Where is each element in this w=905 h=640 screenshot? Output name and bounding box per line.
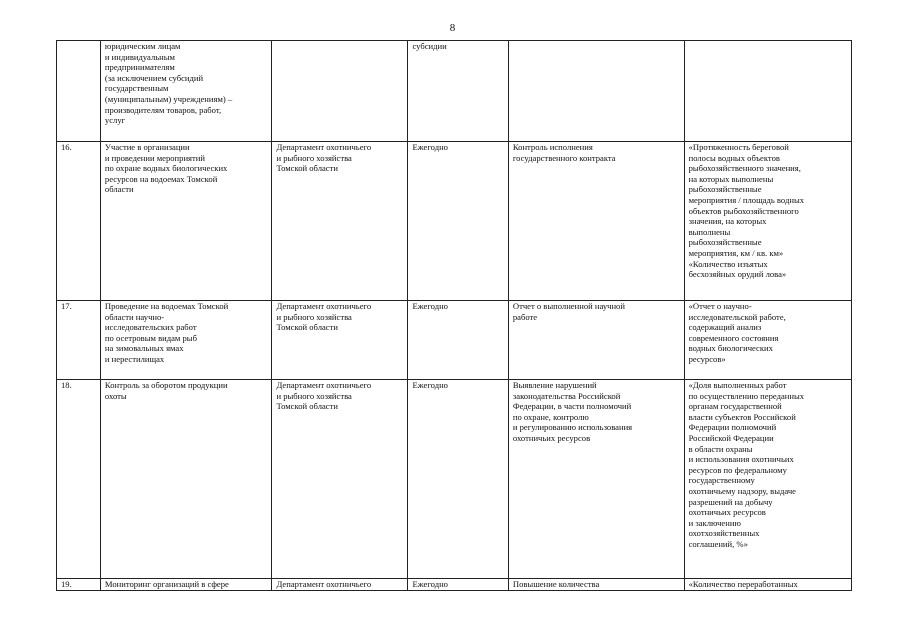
result-cell: Выявление нарушений законодательства Российской Федерации, в части полномочий по охране, контролю и регулированию использования охотничьих ресурсов (508, 380, 684, 579)
table-row (57, 301, 852, 380)
term-cell: Ежегодно (408, 142, 508, 301)
term-cell: Ежегодно (408, 579, 508, 591)
result-cell: Отчет о выполненной научной работе (508, 301, 684, 380)
executor-cell: Департамент охотничьего и рыбного хозяйства Томской области (272, 142, 408, 301)
activity-cell: Проведение на водоемах Томской области научно- исследовательских работ по осетровым видам рыб на зимовальных ямах и нерестилищах (100, 301, 272, 380)
result-cell: Повышение количества (508, 579, 684, 591)
row-number-cell: 19. (57, 579, 101, 591)
table-row (57, 579, 852, 591)
executor-cell: Департамент охотничьего (272, 579, 408, 591)
executor-cell (272, 41, 408, 142)
indicator-cell: «Количество переработанных (684, 579, 851, 591)
activity-cell: Участие в организации и проведении мероприятий по охране водных биологических ресурсов на водоемах Томской области (100, 142, 272, 301)
term-cell: Ежегодно (408, 301, 508, 380)
indicator-cell (684, 41, 851, 142)
result-cell (508, 41, 684, 142)
activity-cell: Мониторинг организаций в сфере (100, 579, 272, 591)
result-cell: Контроль исполнения государственного контракта (508, 142, 684, 301)
row-number-cell: 17. (57, 301, 101, 380)
term-cell: субсидии (408, 41, 508, 142)
indicator-cell: «Отчет о научно- исследовательской работе, содержащий анализ современного состояния водных биологических ресурсов» (684, 301, 851, 380)
table-row (57, 41, 852, 142)
page-number: 8 (449, 22, 456, 34)
indicator-cell: «Доля выполненных работ по осуществлению переданных органам государственной власти субъектов Российской Федерации полномочий Российской Федерации в области охраны и использования охотничьих ресурсов по федеральному государственному охотничьему надзору, выдаче разрешений на добычу охотничьих ресурсов и заключению охотхозяйственных соглашений, %» (684, 380, 851, 579)
activity-cell: Контроль за оборотом продукции охоты (100, 380, 272, 579)
term-cell: Ежегодно (408, 380, 508, 579)
row-number-cell: 18. (57, 380, 101, 579)
row-number-cell (57, 41, 101, 142)
executor-cell: Департамент охотничьего и рыбного хозяйства Томской области (272, 380, 408, 579)
row-number-cell: 16. (57, 142, 101, 301)
activity-cell: юридическим лицам и индивидуальным предпринимателям (за исключением субсидий государственным (муниципальным) учреждениям) – производителям товаров, работ, услуг (100, 41, 272, 142)
table-row (57, 380, 852, 579)
indicator-cell: «Протяженность береговой полосы водных объектов рыбохозяйственного значения, на которых выполнены рыбохозяйственные мероприятия / площадь водных объектов рыбохозяйственного значения, на которых выполнены рыбохозяйственные мероприятия, км / кв. км» «Количество изъятых бесхозяйных орудий лова» (684, 142, 851, 301)
measures-table (56, 40, 852, 591)
executor-cell: Департамент охотничьего и рыбного хозяйства Томской области (272, 301, 408, 380)
table-row (57, 142, 852, 301)
